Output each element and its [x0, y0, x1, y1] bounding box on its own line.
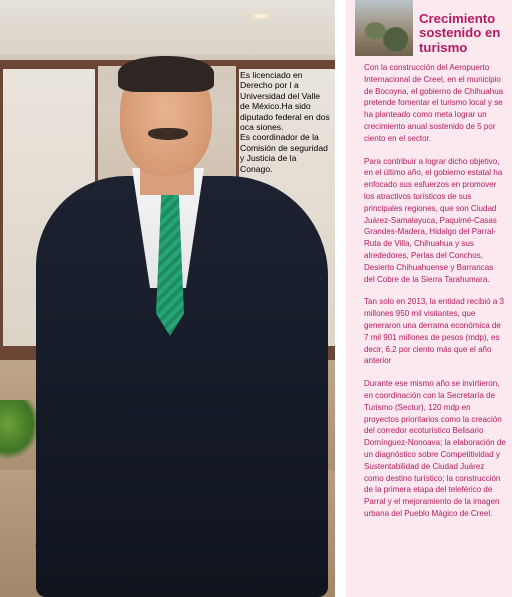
- article-body: [364, 62, 506, 531]
- article-paragraph: Para contribuir a lograr dicho objetivo, en el último año, el gobierno estatal ha enfocado sus esfuerzos en promover los atractivos turísticos de sus principales regiones, que son Ciudad Juárez-Samalayuca, Paquimé-Casas Grandes-Madera, Hidalgo del Parral-Ruta de Villa, Chihuahua y sus alrededores, Perlas del Conchos, Desierto Chihuahuense y Barrancas del Cobre de la Sierra Tarahumara.: [364, 156, 503, 284]
- photo-ceiling: [0, 0, 335, 55]
- person-hair: [118, 56, 214, 92]
- ceiling-light: [248, 12, 274, 20]
- article-paragraph: Con la construcción del Aeropuerto Internacional de Creel, en el municipio de Bocoyna, el gobierno de Chihuahua pretende fomentar el turismo local y se ha planteado como meta lograr un crecimiento anual sostenido de 5 por ciento en el sector.: [364, 63, 504, 143]
- person-mustache: [148, 128, 188, 140]
- caption-line-2: Es coordinador de la Comisión de seguridad y Justicia de la Conago.: [240, 132, 328, 174]
- article-paragraph: Tan solo en 2013, la entidad recibió a 3 millones 950 mil visitantes, que generaron una derrama económica de 7 mil 901 millones de pesos (mdp), es decir, 6.2 por ciento más que el año anterior: [364, 297, 505, 366]
- article-title: Crecimiento sostenido en turismo: [419, 11, 501, 55]
- plant-leaves: [0, 400, 40, 460]
- article-paragraph: Durante ese mismo año se invirtieron, en coordinación con la Secretaría de Turismo (Sectur), 120 mdp en proyectos prioritarios como la creación del corredor ecoturístico Belisario Domínguez-Nonoava; la elaboración de un diagnóstico sobre Competitividad y Sustentabilidad de Ciudad Juárez como destino turístico; la construcción de la primera etapa del teleférico de Parral y el mejoramiento de la imagen urbana del Pueblo Mágico de Creel.: [364, 379, 506, 518]
- photo-caption: [240, 70, 330, 174]
- caption-line-1: Es licenciado en Derecho por l a Universidad del Valle de México.Ha sido diputado federal en dos oca siones.: [240, 70, 330, 133]
- canyon-thumbnail: [355, 0, 413, 56]
